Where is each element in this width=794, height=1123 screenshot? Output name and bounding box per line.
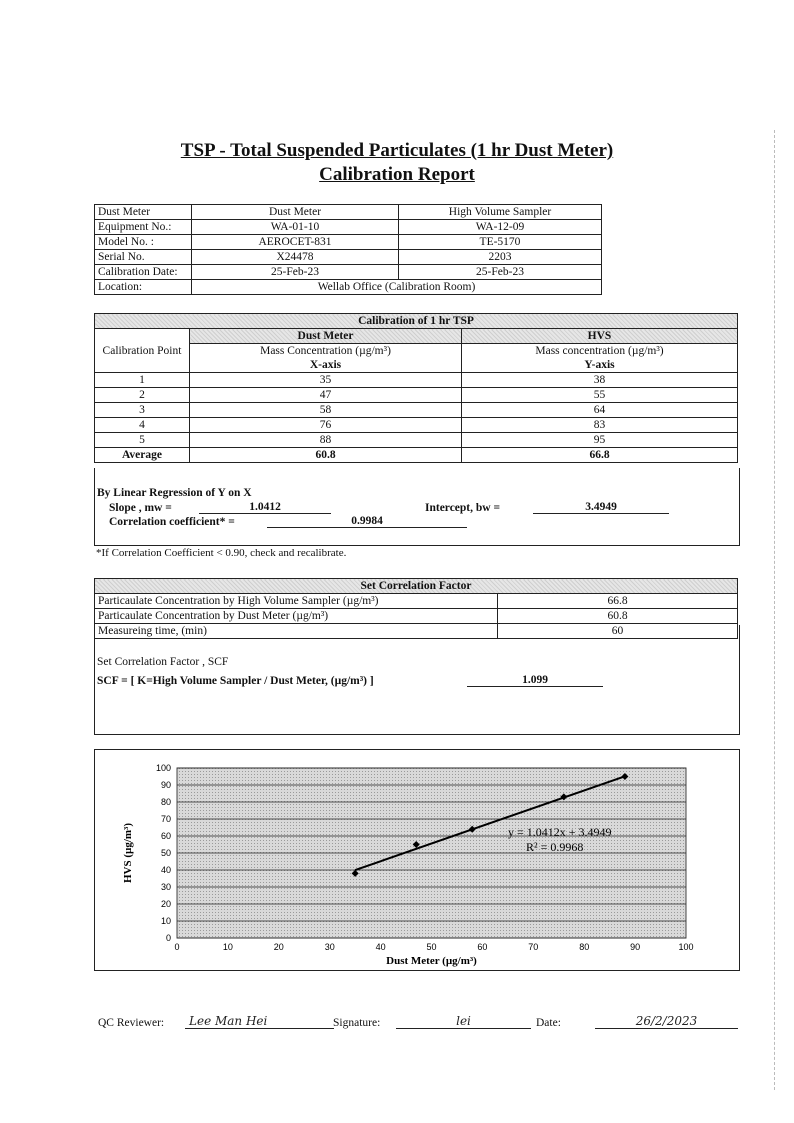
x-axis-title: Dust Meter (µg/m³) (386, 955, 477, 967)
y-tick-label: 10 (160, 916, 171, 926)
equipment-hvs-value: WA-12-09 (399, 220, 602, 235)
slope-value: 1.0412 (199, 501, 331, 514)
equipment-dust-meter-value: AEROCET-831 (192, 235, 399, 250)
calibration-row (95, 388, 738, 403)
calibration-chart (95, 750, 739, 970)
intercept-label: Intercept, bw = (425, 502, 501, 514)
slope-label: Slope , mw = (109, 502, 172, 514)
x-tick-label: 20 (273, 942, 284, 952)
equipment-row-label: Model No. : (95, 235, 192, 250)
average-y: 66.8 (462, 448, 738, 463)
equipment-hvs-value: TE-5170 (399, 235, 602, 250)
scf-row-value: 60.8 (498, 609, 738, 624)
scf-value: 1.099 (467, 674, 603, 687)
equipment-dust-meter-value: X24478 (192, 250, 399, 265)
col-dust-meter-sub: Mass Concentration (µg/m³) (190, 344, 462, 359)
col-y-axis: Y-axis (462, 358, 738, 373)
col-dust-meter: Dust Meter (190, 329, 462, 344)
reviewer-label: QC Reviewer: (98, 1017, 165, 1029)
location-label: Location: (95, 280, 192, 295)
date-label: Date: (536, 1017, 561, 1029)
y-tick-label: 50 (160, 848, 171, 858)
calibration-row (95, 403, 738, 418)
calibration-point: 2 (95, 388, 190, 403)
y-tick-label: 20 (160, 899, 171, 909)
correlation-value: 0.9984 (267, 515, 467, 528)
scf-heading: Set Correlation Factor , SCF (97, 656, 229, 668)
calibration-point: 5 (95, 433, 190, 448)
regression-heading: By Linear Regression of Y on X (97, 487, 252, 499)
x-tick-label: 40 (375, 942, 386, 952)
col-x-axis: X-axis (190, 358, 462, 373)
calibration-y-value: 38 (462, 373, 738, 388)
average-label: Average (95, 448, 190, 463)
calibration-point: 3 (95, 403, 190, 418)
scf-title: Set Correlation Factor (95, 579, 738, 594)
equipment-dust-meter-value: 25-Feb-23 (192, 265, 399, 280)
equipment-row (95, 205, 602, 220)
page-edge-scan-line (774, 130, 776, 1090)
r-squared-label: R² = 0.9968 (526, 840, 584, 854)
scf-row (95, 609, 738, 624)
calibration-point: 1 (95, 373, 190, 388)
calibration-y-value: 64 (462, 403, 738, 418)
chart-container (94, 749, 740, 971)
y-tick-label: 40 (160, 865, 171, 875)
report-title-line2: Calibration Report (319, 164, 475, 185)
signature-label: Signature: (333, 1017, 381, 1029)
scf-row-label: Particaulate Concentration by High Volume Sampler (µg/m³) (95, 594, 498, 609)
location-value: Wellab Office (Calibration Room) (192, 280, 602, 295)
calibration-x-value: 76 (190, 418, 462, 433)
average-row (95, 448, 738, 463)
report-title-line1: TSP - Total Suspended Particulates (1 hr Dust Meter) (180, 140, 614, 161)
location-row (95, 280, 602, 295)
calibration-title: Calibration of 1 hr TSP (95, 314, 738, 329)
equipment-table (94, 204, 602, 295)
equipment-hvs-value: High Volume Sampler (399, 205, 602, 220)
reviewer-value: Lee Man Hei (185, 1014, 334, 1029)
scf-box (94, 625, 740, 735)
x-tick-label: 10 (222, 942, 233, 952)
col-calibration-point: Calibration Point (95, 329, 190, 373)
equipment-row-label: Serial No. (95, 250, 192, 265)
equipment-row (95, 250, 602, 265)
scf-row-value: 66.8 (498, 594, 738, 609)
calibration-x-value: 88 (190, 433, 462, 448)
y-axis-title: HVS (µg/m³) (122, 822, 134, 884)
equipment-row-label: Dust Meter (95, 205, 192, 220)
x-tick-label: 70 (528, 942, 539, 952)
scf-row-label: Particaulate Concentration by Dust Meter (µg/m³) (95, 609, 498, 624)
y-tick-label: 30 (160, 882, 171, 892)
calibration-y-value: 83 (462, 418, 738, 433)
y-tick-label: 60 (160, 831, 171, 841)
calibration-y-value: 55 (462, 388, 738, 403)
correlation-label: Correlation coefficient* = (109, 516, 235, 528)
equipment-row (95, 235, 602, 250)
average-x: 60.8 (190, 448, 462, 463)
x-tick-label: 30 (324, 942, 335, 952)
scf-row-value: 60 (498, 624, 738, 639)
equipment-row-label: Equipment No.: (95, 220, 192, 235)
calibration-x-value: 47 (190, 388, 462, 403)
correlation-footnote: *If Correlation Coefficient < 0.90, check and recalibrate. (96, 547, 347, 559)
equipment-dust-meter-value: WA-01-10 (192, 220, 399, 235)
scf-formula: SCF = [ K=High Volume Sampler / Dust Meter, (µg/m³) ] (97, 675, 374, 687)
calibration-x-value: 58 (190, 403, 462, 418)
scf-row-label: Measureing time, (min) (95, 624, 498, 639)
signature-value: lei (396, 1014, 531, 1029)
col-hvs-sub: Mass concentration (µg/m³) (462, 344, 738, 359)
x-tick-label: 100 (678, 942, 694, 952)
equipment-row (95, 220, 602, 235)
y-tick-label: 70 (160, 814, 171, 824)
trendline-equation: y = 1.0412x + 3.4949 (508, 825, 612, 839)
calibration-row (95, 373, 738, 388)
calibration-table (94, 313, 738, 463)
intercept-value: 3.4949 (533, 501, 669, 514)
y-tick-label: 0 (165, 933, 171, 943)
date-value: 26/2/2023 (595, 1014, 738, 1029)
calibration-y-value: 95 (462, 433, 738, 448)
x-tick-label: 0 (174, 942, 180, 952)
x-tick-label: 60 (477, 942, 488, 952)
y-tick-label: 100 (155, 763, 171, 773)
y-tick-label: 90 (160, 780, 171, 790)
equipment-hvs-value: 25-Feb-23 (399, 265, 602, 280)
calibration-x-value: 35 (190, 373, 462, 388)
equipment-row-label: Calibration Date: (95, 265, 192, 280)
calibration-row (95, 433, 738, 448)
scf-row (95, 594, 738, 609)
equipment-dust-meter-value: Dust Meter (192, 205, 399, 220)
calibration-row (95, 418, 738, 433)
equipment-hvs-value: 2203 (399, 250, 602, 265)
equipment-row (95, 265, 602, 280)
regression-box (94, 468, 740, 546)
calibration-point: 4 (95, 418, 190, 433)
col-hvs: HVS (462, 329, 738, 344)
x-tick-label: 90 (630, 942, 641, 952)
x-tick-label: 80 (579, 942, 590, 952)
x-tick-label: 50 (426, 942, 437, 952)
y-tick-label: 80 (160, 797, 171, 807)
